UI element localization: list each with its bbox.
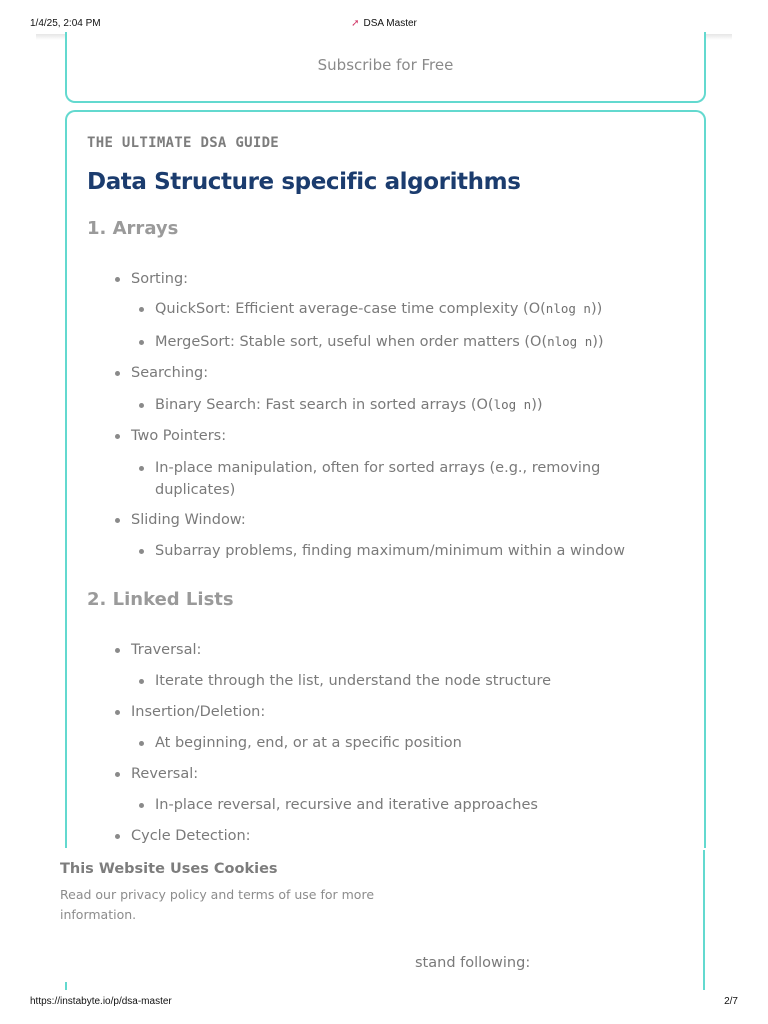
- article-card: [65, 110, 706, 852]
- bullet-icon: [139, 803, 144, 808]
- list-item: [155, 394, 675, 416]
- list-item: [131, 763, 198, 785]
- list-item: [131, 268, 188, 290]
- list-item-label: Sorting:: [131, 271, 189, 287]
- list-item: [131, 701, 265, 723]
- trailing-text: stand following:: [415, 955, 531, 971]
- print-url: https://instabyte.io/p/dsa-master: [30, 996, 172, 1007]
- print-header: [0, 0, 768, 34]
- print-title-text: DSA Master: [363, 18, 417, 29]
- bullet-icon: [139, 741, 144, 746]
- inline-code: log n: [493, 397, 532, 412]
- list-item: [131, 509, 246, 531]
- bullet-icon: [139, 340, 144, 345]
- cookie-body[interactable]: Read our privacy policy and terms of use for more information.: [60, 887, 375, 922]
- bullet-icon: [115, 834, 120, 839]
- list-item: [131, 362, 208, 384]
- list-item: [131, 639, 201, 661]
- bullet-icon: [115, 710, 120, 715]
- list-item-text: At beginning, end, or at a specific position: [155, 735, 462, 751]
- list-item: [155, 794, 675, 816]
- bullet-icon: [115, 371, 120, 376]
- list-item-text: Subarray problems, finding maximum/minimum within a window: [155, 543, 626, 559]
- bullet-icon: [139, 679, 144, 684]
- list-item-text: MergeSort: Stable sort, useful when order matters (O(: [155, 334, 548, 350]
- inline-code: nlog n: [547, 334, 593, 349]
- list-item-label: Reversal:: [131, 766, 199, 782]
- list-item-label: Two Pointers:: [131, 428, 227, 444]
- list-item-label: Insertion/Deletion:: [131, 704, 266, 720]
- bullet-icon: [115, 648, 120, 653]
- cookie-banner: [0, 848, 768, 988]
- rocket-icon: ➚: [351, 18, 360, 29]
- list-item: [155, 457, 675, 501]
- list-item-text: QuickSort: Efficient average-case time complexity (O(: [155, 301, 546, 317]
- list-item: [155, 540, 675, 562]
- bullet-icon: [115, 772, 120, 777]
- section-heading-linked-lists: 2. Linked Lists: [87, 589, 234, 610]
- bullet-icon: [139, 403, 144, 408]
- list-item-text: Iterate through the list, understand the node structure: [155, 673, 552, 689]
- list-item-text: In-place reversal, recursive and iterative approaches: [155, 797, 538, 813]
- list-item: [155, 298, 675, 320]
- subscribe-button[interactable]: Subscribe for Free: [317, 56, 454, 74]
- bullet-icon: [139, 466, 144, 471]
- print-date: 1/4/25, 2:04 PM: [30, 18, 101, 29]
- list-item: [131, 825, 251, 847]
- list-item: [155, 331, 675, 353]
- print-page-number: 2/7: [724, 996, 738, 1007]
- list-item-text: Binary Search: Fast search in sorted arrays (O(: [155, 397, 494, 413]
- print-title: [0, 18, 768, 29]
- bullet-icon: [115, 277, 120, 282]
- list-item-suffix: )): [592, 334, 604, 350]
- list-item-suffix: )): [531, 397, 543, 413]
- list-item: [155, 732, 675, 754]
- list-item-label: Traversal:: [131, 642, 202, 658]
- section-heading-arrays: 1. Arrays: [87, 218, 179, 239]
- card-border-right: [703, 850, 705, 990]
- list-item: [155, 670, 675, 692]
- card-border-left: [65, 982, 67, 990]
- bullet-icon: [115, 434, 120, 439]
- list-item-label: Sliding Window:: [131, 512, 246, 528]
- subscribe-card: [65, 32, 706, 103]
- list-item-text: In-place manipulation, often for sorted arrays (e.g., removing duplicates): [155, 460, 601, 498]
- print-footer: [0, 994, 768, 1014]
- article-eyebrow: THE ULTIMATE DSA GUIDE: [87, 135, 280, 151]
- list-item-label: Searching:: [131, 365, 209, 381]
- inline-code: nlog n: [545, 301, 591, 316]
- bullet-icon: [115, 518, 120, 523]
- page-title: Data Structure specific algorithms: [87, 169, 521, 195]
- list-item-label: Cycle Detection:: [131, 828, 251, 844]
- list-item: [131, 425, 226, 447]
- bullet-icon: [139, 549, 144, 554]
- cookie-title: This Website Uses Cookies: [60, 861, 278, 877]
- bullet-icon: [139, 307, 144, 312]
- list-item-suffix: )): [590, 301, 603, 317]
